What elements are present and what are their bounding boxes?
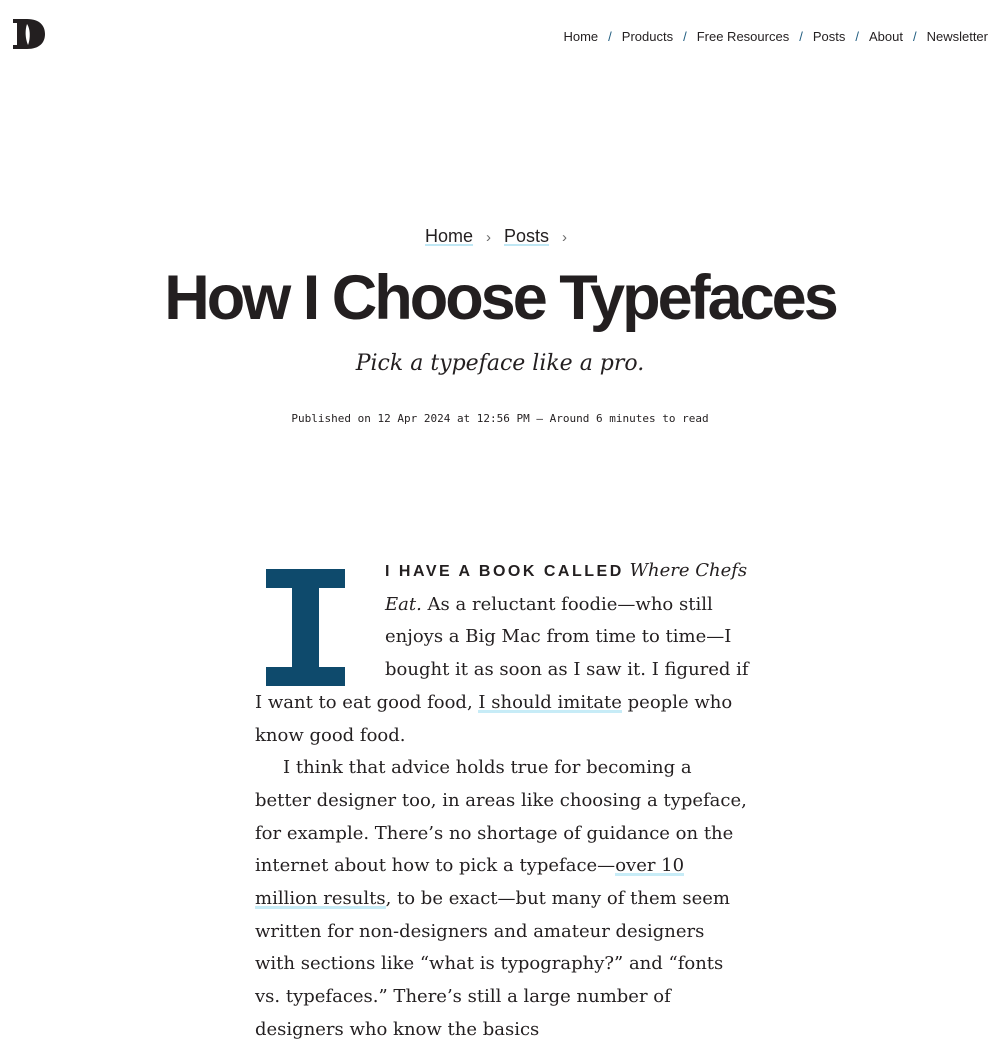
breadcrumb-home[interactable]: Home <box>424 226 473 246</box>
page-title: How I Choose Typefaces <box>164 263 836 333</box>
top-navigation <box>563 29 988 44</box>
nav-products[interactable]: Products <box>621 29 674 44</box>
article-paragraph: I think that advice holds true for becoming a better designer too, in areas like choosing a typeface, for example. There’s no shortage of guidance on the internet about how to pick a typeface—over 10 million results, to be exact—but many of them seem written for non-designers and amateur designers with sections like “what is typography?” and “fonts vs. typefaces.” There’s still a large number of designers who know the basics <box>255 757 747 1040</box>
nav-home[interactable]: Home <box>563 29 599 44</box>
article-paragraph: I HAVE A BOOK CALLED Where Chefs Eat. As a reluctant foodie—who still enjoys a Big Mac from time to time—I bought it as soon as I saw it. I figured if I want to eat good food, I should imitate people who know good food. <box>255 560 749 746</box>
nav-posts[interactable]: Posts <box>812 29 846 44</box>
breadcrumb <box>0 226 1000 247</box>
nav-separator: / <box>855 29 859 44</box>
book-title: Where Chefs Eat. <box>385 560 748 615</box>
nav-separator: / <box>912 29 917 44</box>
nav-free-resources[interactable]: Free Resources <box>696 29 790 44</box>
chevron-right-icon: › <box>485 229 491 246</box>
d-logo-icon[interactable] <box>12 18 46 50</box>
inline-link-results[interactable]: over 10 million results <box>255 855 685 910</box>
chevron-right-icon: › <box>562 229 568 246</box>
publish-meta: Published on 12 Apr 2024 at 12:56 PM — Around 6 minutes to read <box>291 412 709 425</box>
nav-separator: / <box>799 29 803 44</box>
nav-separator: / <box>608 29 612 44</box>
article-body <box>255 555 750 1047</box>
drop-cap <box>266 569 345 686</box>
page-subtitle: Pick a typeface like a pro. <box>355 351 645 376</box>
inline-link-imitate[interactable]: I should imitate <box>478 691 622 713</box>
nav-about[interactable]: About <box>868 29 903 44</box>
nav-separator: / <box>683 29 687 44</box>
nav-newsletter[interactable]: Newsletter <box>926 29 988 44</box>
breadcrumb-posts[interactable]: Posts <box>504 226 550 246</box>
lead-in-text: I HAVE A BOOK CALLED <box>385 563 624 580</box>
